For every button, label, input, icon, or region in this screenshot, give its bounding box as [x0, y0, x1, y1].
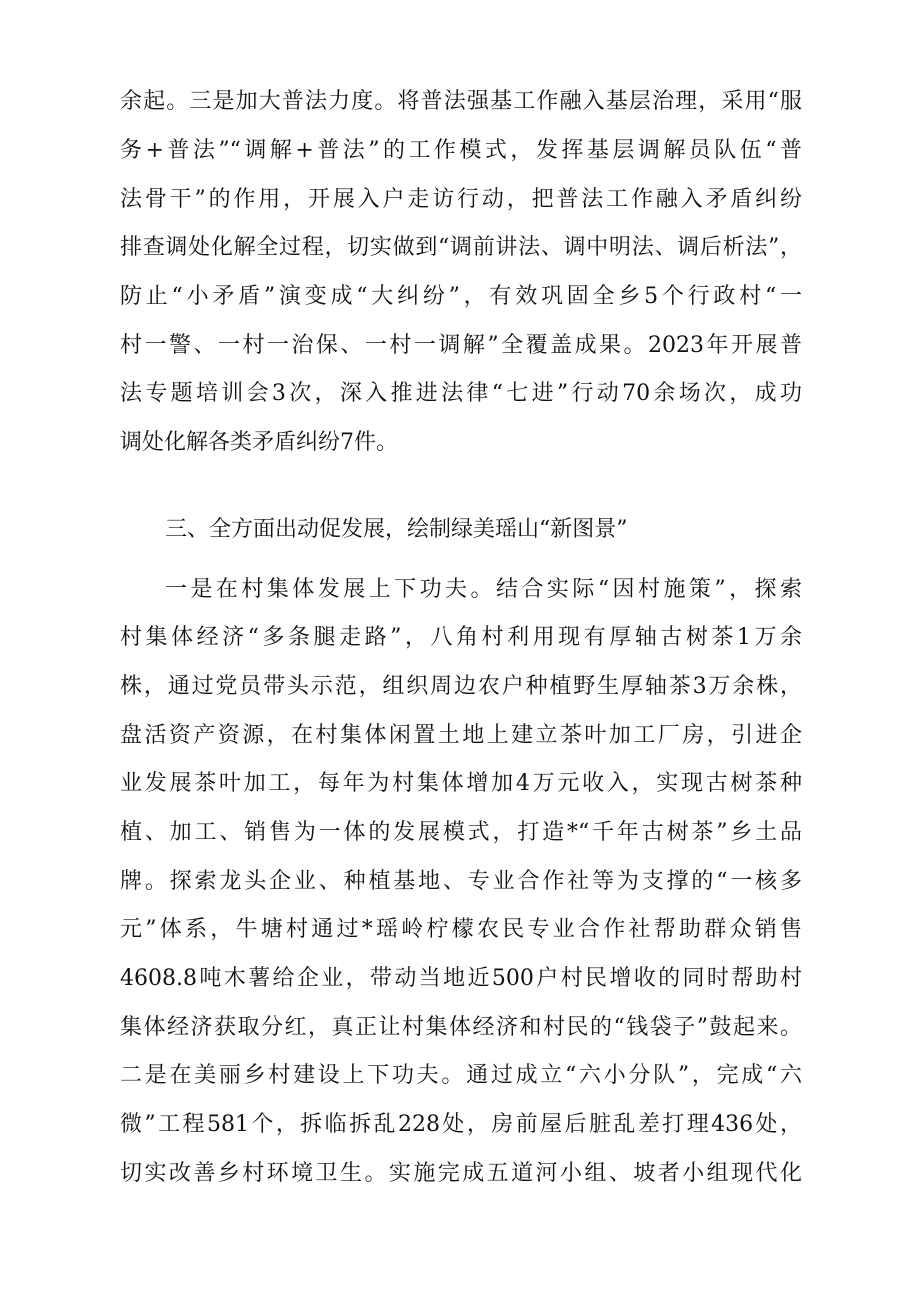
text-line: 务+普法”“调解+普法”的工作模式，发挥基层调解员队伍“普 — [120, 138, 802, 163]
text-line: 防止“小矛盾”演变成“大纠纷”，有效巩固全乡5个行政村“一 — [120, 284, 802, 309]
text-line: 一是在村集体发展上下功夫。结合实际“因村施策”，探索 — [165, 577, 802, 602]
text-line: 调处化解各类矛盾纠纷7件。 — [120, 430, 398, 455]
text-line: 盘活资产资源，在村集体闲置土地上建立茶叶加工厂房，引进企 — [120, 723, 802, 748]
text-line: 元”体系，牛塘村通过*瑶岭柠檬农民专业合作社帮助群众销售 — [120, 917, 802, 942]
text-line: 集体经济获取分红，真正让村集体经济和村民的“钱袋子”鼓起来。 — [120, 1015, 802, 1040]
text-line: 二是在美丽乡村建设上下功夫。通过成立“六小分队”，完成“六 — [120, 1063, 802, 1088]
text-line: 法专题培训会3次，深入推进法律“七进”行动70余场次，成功 — [120, 381, 802, 406]
text-line: 植、加工、销售为一体的发展模式，打造*“千年古树茶”乡土品 — [120, 820, 802, 845]
text-line: 村一警、一村一治保、一村一调解”全覆盖成果。2023年开展普 — [120, 333, 802, 358]
text-line: 余起。三是加大普法力度。将普法强基工作融入基层治理，采用“服 — [120, 89, 802, 114]
text-line: 4608.8吨木薯给企业，带动当地近500户村民增收的同时帮助村 — [120, 966, 802, 991]
text-line: 村集体经济“多条腿走路”，八角村利用现有厚轴古树茶1万余 — [120, 625, 802, 650]
section-heading: 三、全方面出动促发展，绘制绿美瑶山“新图景” — [165, 517, 628, 542]
text-line: 法骨干”的作用，开展入户走访行动，把普法工作融入矛盾纠纷 — [120, 187, 802, 212]
text-line: 微”工程581个，拆临拆乱228处，房前屋后脏乱差打理436处， — [120, 1112, 802, 1137]
text-line: 业发展茶叶加工，每年为村集体增加4万元收入，实现古树茶种 — [120, 771, 802, 796]
text-line: 切实改善乡村环境卫生。实施完成五道河小组、坡者小组现代化 — [120, 1161, 802, 1186]
text-line: 株，通过党员带头示范，组织周边农户种植野生厚轴茶3万余株， — [120, 674, 802, 699]
text-line: 牌。探索龙头企业、种植基地、专业合作社等为支撑的“一核多 — [120, 869, 802, 894]
text-line: 排查调处化解全过程，切实做到“调前讲法、调中明法、调后析法”， — [120, 235, 802, 260]
